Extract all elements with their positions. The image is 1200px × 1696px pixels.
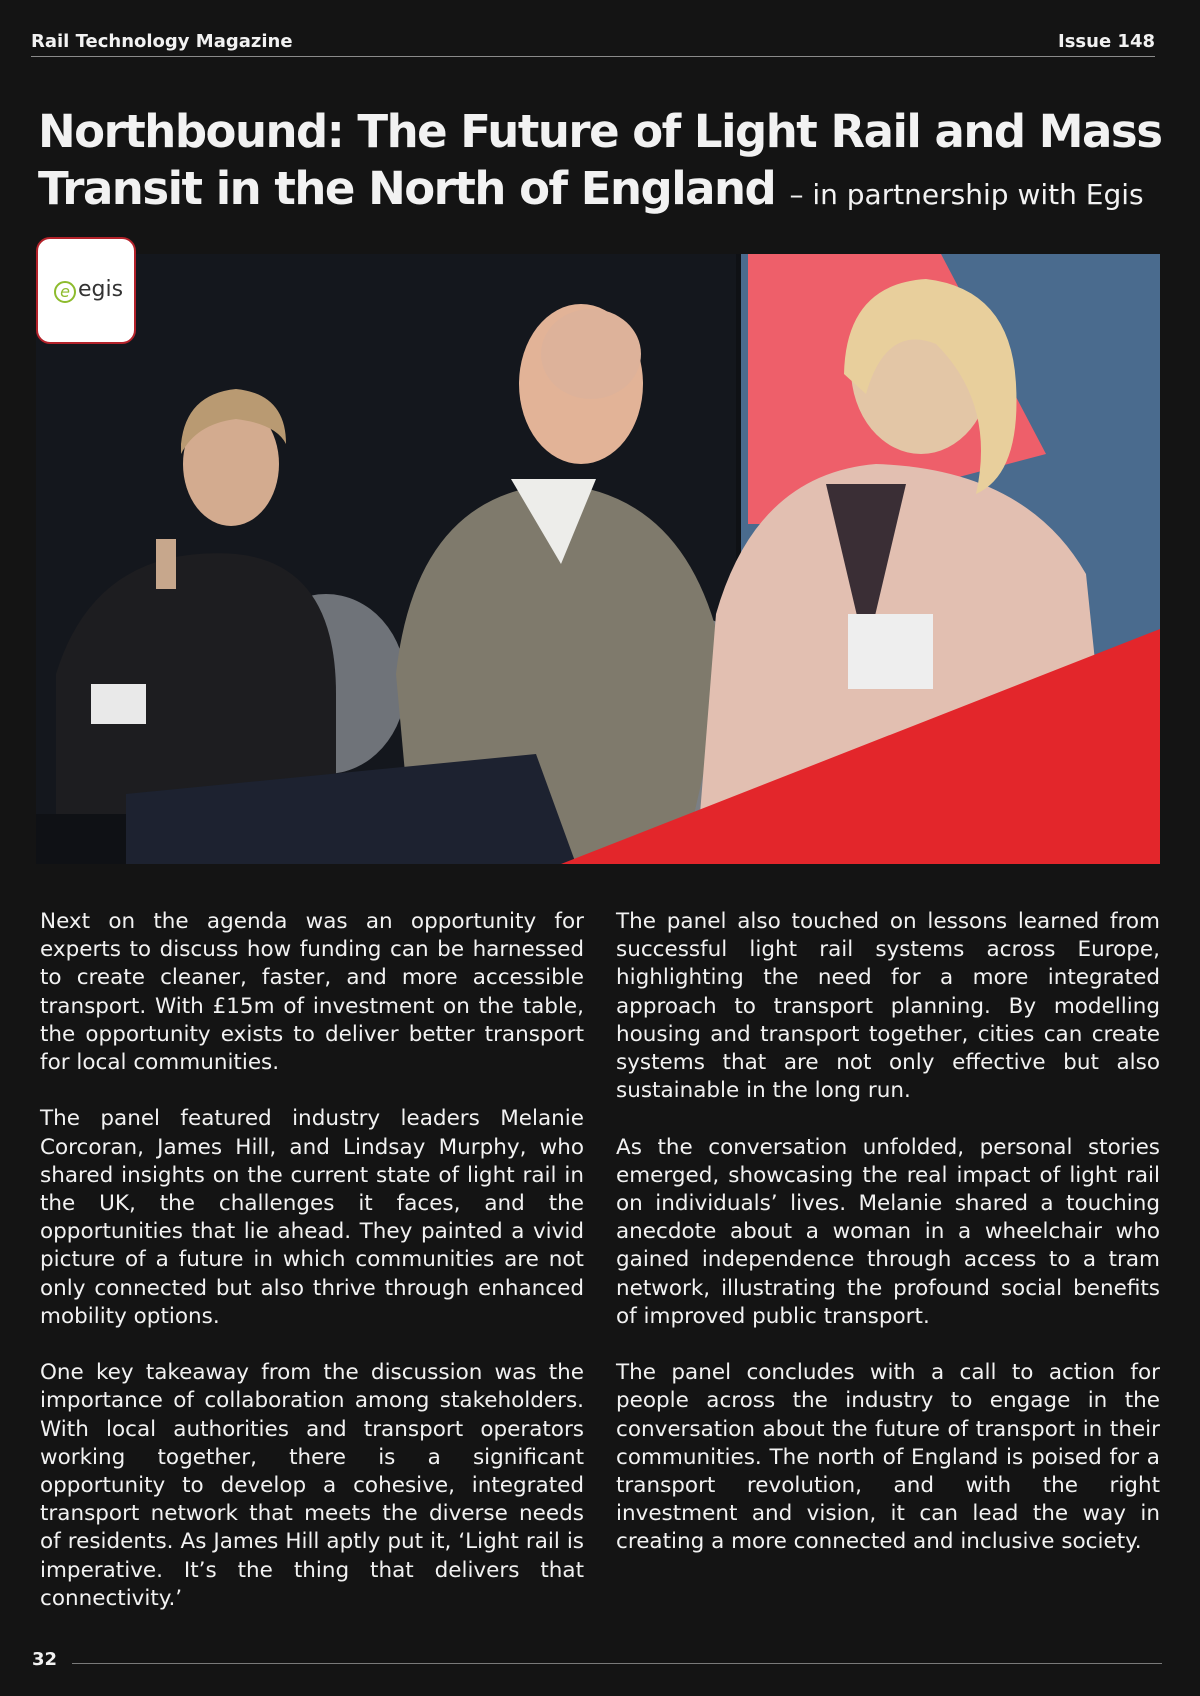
paragraph: The panel concludes with a call to action for people across the industry to engage in the conversation about the future of transport in their communities. The north of England is poised for a transport revolution, and with the right investment and vision, it can lead the way in creating a more connected and inclusive society. — [616, 1360, 1160, 1555]
issue-number: Issue 148 — [1058, 31, 1155, 52]
article-column-right — [616, 908, 1160, 1585]
paragraph: The panel featured industry leaders Melanie Corcoran, James Hill, and Lindsay Murphy, who shared insights on the current state of light rail in the UK, the challenges it faces, and the opportunities that lie ahead. They painted a vivid picture of a future in which communities are not only connected but also thrive through enhanced mobility options. — [40, 1106, 584, 1329]
article-column-left — [40, 908, 584, 1641]
egis-e-icon: e — [54, 281, 76, 303]
paragraph: As the conversation unfolded, personal stories emerged, showcasing the real impact of light rail on individuals’ lives. Melanie shared a touching anecdote about a woman in a wheelchair who gained independence through access to a tram network, illustrating the profound social benefits of improved public transport. — [616, 1134, 1160, 1329]
paragraph: The panel also touched on lessons learned from successful light rail systems across Europe, highlighting the need for a more integrated approach to transport planning. By modelling housing and transport together, cities can create systems that are not only effective but also sustainable in the long run. — [616, 909, 1160, 1104]
article-subtitle: – in partnership with Egis — [789, 178, 1144, 211]
footer-divider — [72, 1663, 1162, 1664]
panel-photo — [36, 254, 1160, 864]
paragraph: Next on the agenda was an opportunity for experts to discuss how funding can be harnessed to create cleaner, faster, and more accessible transport. With £15m of investment on the table, the opportunity exists to deliver better transport for local communities. — [40, 909, 584, 1076]
article-title: Northbound: The Future of Light Rail and Mass Transit in the North of England — [38, 105, 1162, 215]
page-number: 32 — [32, 1649, 58, 1670]
magazine-name: Rail Technology Magazine — [31, 31, 293, 52]
egis-logo-text: egis — [78, 277, 124, 302]
egis-logo — [36, 237, 136, 344]
page-header — [31, 28, 1155, 57]
article-title-block — [38, 103, 1168, 223]
paragraph: One key takeaway from the discussion was the importance of collaboration among stakeholders. With local authorities and transport operators working together, there is a significant opportunity to develop a cohesive, integrated transport network that meets the diverse needs of residents. As James Hill aptly put it, ‘Light rail is imperative. It’s the thing that delivers that connectivity.’ — [40, 1360, 584, 1611]
